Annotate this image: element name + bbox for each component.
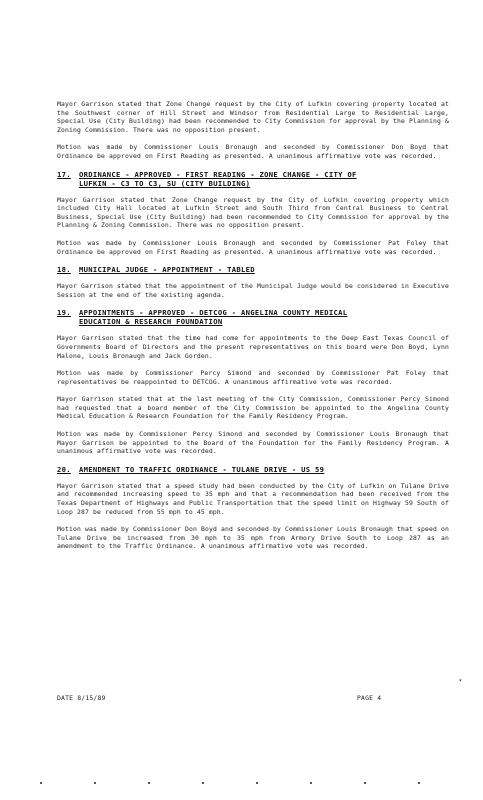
section-17-title: ORDINANCE - APPROVED - FIRST READING - ZONE CHANGE - CITY OF LUFKIN - C3 TO C3, SU (CITY BUILDING) <box>79 169 357 188</box>
section-19-title: APPOINTMENTS - APPROVED - DETCOG - ANGELINA COUNTY MEDICAL EDUCATION & RESEARCH FOUNDATION <box>79 308 348 327</box>
footer-page-number: PAGE 4 <box>357 694 382 702</box>
section-19-paragraph-1: Mayor Garrison stated that the time had come for appointments to the Deep East Texas Council of Governments Board of Directors and the present representatives on this board were Don Boyd, Lynn Malone, Louis Bronaugh and Jack Gorden. <box>57 334 449 360</box>
margin-mark: ⋆ <box>458 676 463 685</box>
footer-date: DATE 8/15/89 <box>57 694 106 702</box>
section-17-paragraph-1: Mayor Garrison stated that Zone Change request by the City of Lufkin covering property which included City Hall located at Lufkin Street and South Third from Central Business to Central Business, Special Use (City Building) had been recommended to City Commission for approval by the Planning & Zoning Commission. There was no opposition present. <box>57 195 449 230</box>
section-18-number: 18. <box>57 265 71 275</box>
section-19-paragraph-4: Motion was made by Commissioner Percy Simond and seconded by Commissioner Louis Bronaugh that Mayor Garrison be appointed to the Board of the Foundation for the Family Residency Program. A unanimous affirmative vote was recorded. <box>57 430 449 456</box>
scan-edge-marks <box>30 782 450 786</box>
intro-paragraph-motion: Motion was made by Commissioner Louis Bronaugh and seconded by Commissioner Don Boyd that Ordinance be approved on First Reading as presented. A unanimous affirmative vote was recorded. <box>57 143 449 160</box>
section-17-number: 17. <box>57 169 71 179</box>
minutes-body <box>57 100 449 560</box>
section-20-title: AMENDMENT TO TRAFFIC ORDINANCE - TULANE DRIVE - US 59 <box>79 464 325 474</box>
section-20-number: 20. <box>57 464 71 474</box>
section-17-paragraph-2: Motion was made by Commissioner Louis Bronaugh and seconded by Commissioner Pat Foley that Ordinance be approved on First Reading as presented. A unanimous affirmative vote was recorded. <box>57 238 449 256</box>
intro-paragraph-zone-change: Mayor Garrison stated that Zone Change request by the City of Lufkin covering property located at the Southwest corner of Hill Street and Windsor from Residential Large to Residential Large, Special Use (City Building) had been recommended to City Commission for approval by the Planning & Zoning Commission. There was no opposition present. <box>57 100 449 134</box>
section-19-number: 19. <box>57 308 71 318</box>
section-18-title: MUNICIPAL JUDGE - APPOINTMENT - TABLED <box>79 265 255 275</box>
section-17-heading <box>57 170 449 188</box>
section-20-paragraph-2: Motion was made by Commissioner Don Boyd and seconded by Commissioner Louis Bronaugh that speed on Tulane Drive be increased from 30 mph to 35 mph from Armory Drive South to Loop 287 as an amendment to the Traffic Ordinance. A unanimous affirmative vote was recorded. <box>57 525 449 551</box>
section-19-paragraph-3: Mayor Garrison stated that at the last meeting of the City Commission, Commissioner Percy Simond had requested that a board member of the City Commission be appointed to the Angelina County Medical Education & Research Foundation for the Family Residency Program. <box>57 395 449 421</box>
section-20-paragraph-1: Mayor Garrison stated that a speed study had been conducted by the City of Lufkin on Tulane Drive and recommended increasing speed to 35 mph and that a recommendation had been received from the Texas Department of Highways and Public Transportation that the speed limit on Highway 59 South of Loop 287 be reduced from 55 mph to 45 mph. <box>57 481 449 516</box>
section-20-heading <box>57 465 449 474</box>
section-19-paragraph-2: Motion was made by Commissioner Percy Simond and seconded by Commissioner Pat Foley that representatives be reappointed to DETCOG. A unanimous affirmative vote was recorded. <box>57 369 449 386</box>
section-18-heading <box>57 265 449 274</box>
section-19-heading <box>57 308 449 326</box>
section-18-paragraph-1: Mayor Garrison stated that the appointment of the Municipal Judge would be considered in Executive Session at the end of the existing agenda. <box>57 282 449 299</box>
